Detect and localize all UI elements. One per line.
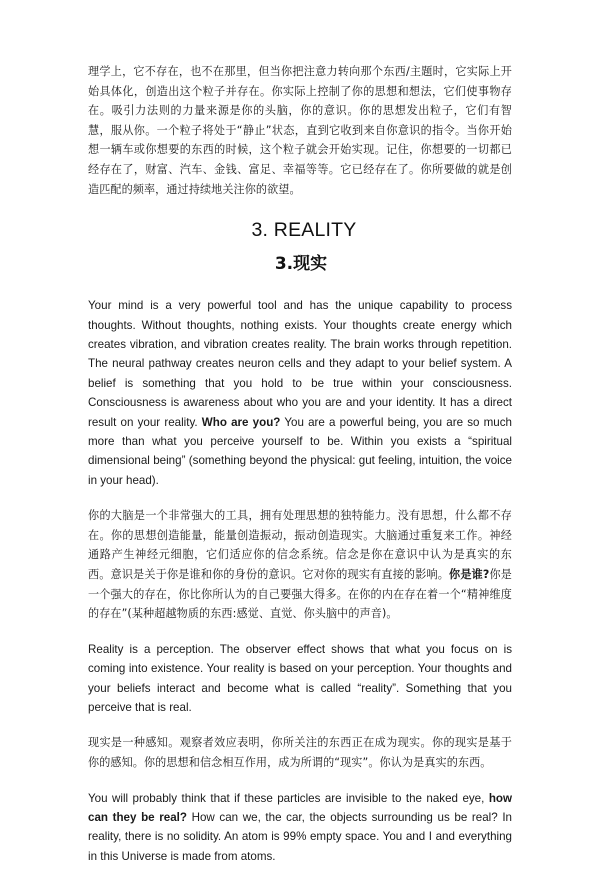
paragraph-intro-chinese: 理学上，它不存在，也不在那里，但当你把注意力转向那个东西/主题时，它实际上开始具体化，创造出这个粒子并存在。你实际上控制了你的思想和想法，它们使事物存在。吸引力法则的力量来源是你的头脑，你的意识。你的思想发出粒子，它们有智慧，服从你。一个粒子将处于“静止”状态，直到它收到来自你意识的指令。当你开始想一辆车或你想要的东西的时候，这个粒子就会开始实现。记住，你想要的一切都已经存在了，财富、汽车、金钱、富足、幸福等等。它已经存在了。你所要做的就是创造匹配的频率，通过持续地关注你的欲望。 <box>88 65 512 196</box>
paragraph-mind-chinese-text-2: 你是一个强大的存在，你比你所认为的自己要强大得多。在你的内在存在着一个“精神维度的存在”(某种超越物质的东西:感觉、直觉、你头脑中的声音)。 <box>88 568 513 621</box>
paragraph-perception-chinese: 现实是一种感知。观察者效应表明，你所关注的东西正在成为现实。你的现实是基于你的感知。你的思想和信念相互作用，成为所谓的“现实”。你认为是真实的东西。 <box>88 736 512 769</box>
paragraph-particles-english-emphasis: how can they be real? <box>88 791 512 824</box>
paragraph-mind-chinese <box>88 506 512 624</box>
paragraph-mind-english-emphasis: Who are you? <box>201 415 281 429</box>
section-heading-block <box>88 219 512 274</box>
paragraph-mind-english <box>88 296 512 490</box>
page-content <box>88 62 512 866</box>
paragraph-mind-chinese-text-1: 你的大脑是一个非常强大的工具，拥有处理思想的独特能力。没有思想，什么都不存在。你的思想创造能量，能量创造振动，振动创造现实。大脑通过重复来工作。神经通路产生神经元细胞，它们适应你的信念系统。信念是你在意识中认为是真实的东西。意识是关于你是谁和你的身份的意识。它对你的现实有直接的影响。 <box>88 509 512 581</box>
paragraph-particles-english <box>88 789 512 867</box>
paragraph-mind-english-text-1: Your mind is a very powerful tool and has the unique capability to process thoughts. Without thoughts, nothing exists. Your thoughts create energy which creates vibration, and vibration creates reality. The brain works through repetition. The neural pathway creates neuron cells and they adapt to your belief system. A belief is something that you hold to be true within your consciousness. Consciousness is awareness about who you are and your identity. It has a direct result on your reality. <box>88 299 512 429</box>
section-heading-english: 3. REALITY <box>251 219 357 242</box>
paragraph-particles-english-text-2: How can we, the car, the objects surrounding us be real? In reality, there is no solidity. An atom is 99% empty space. You and I and everything in this Universe is made from atoms. <box>88 811 512 863</box>
paragraph-perception-english: Reality is a perception. The observer effect shows that what you focus on is coming into existence. Your reality is based on your perception. Your thoughts and your beliefs interact and become what is called “reality”. Something that you perceive that is real. <box>88 642 512 714</box>
paragraph-mind-english-text-2: You are a powerful being, you are so much more than what you perceive yourself to be. Within you exists a “spiritual dimensional being” (something beyond the physical: gut feeling, intuition, the voice in your head). <box>88 415 512 487</box>
paragraph-mind-chinese-emphasis: 你是谁? <box>449 568 490 581</box>
paragraph-particles-english-text-1: You will probably think that if these particles are invisible to the naked eye, <box>88 791 489 805</box>
section-heading-chinese: 3.现实 <box>274 254 328 275</box>
